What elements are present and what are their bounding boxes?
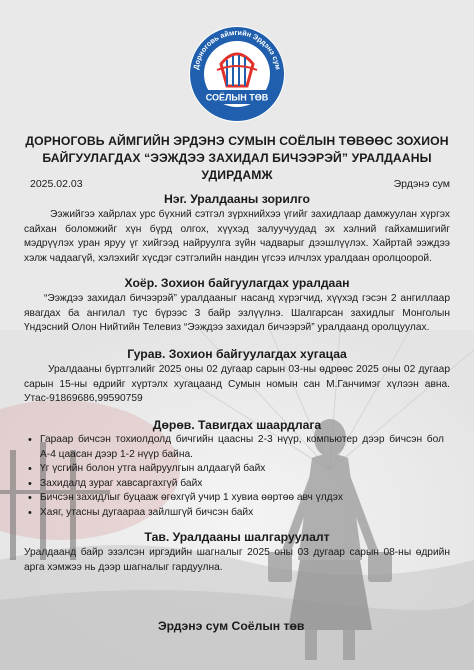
section-3-title: Гурав. Зохион байгуулагдах хугацаа <box>127 347 347 361</box>
list-item: • Гараар бичсэн тохиолдолд бичгийн цаасны 2-3 нүүр, компьютер дээр бичсэн бол А-4 цаасан дээр 1-2 нүүр байна. <box>26 433 444 462</box>
logo-banner-text: СОЁЛЫН ТӨВ <box>205 92 269 103</box>
signature: Эрдэнэ сум Соёлын төв <box>158 619 305 633</box>
requirements-list <box>26 433 444 520</box>
logo-ring-text: Дорноговь аймгийн Эрдэнэ сум <box>191 27 283 71</box>
title-line-2: БАЙГУУЛАГДАХ “ЭЭЖДЭЭ ЗАХИДАЛ БИЧЭЭРЭЙ” УРАЛДААНЫ УДИРДАМЖ <box>42 151 432 182</box>
document-place: Эрдэнэ сум <box>393 178 450 190</box>
section-5-text: Уралдаанд байр эзэлсэн иргэдийн шагналыг 2025 оны 03 дугаар сарын 08-ны өдрийн арга хэмжээ нь дээр шагналыг гардуулна. <box>24 547 450 573</box>
list-item: • Хаяг, утасны дугаараа зайлшгүй бичсэн байх <box>26 506 444 521</box>
section-4-title: Дөрөв. Тавигдах шаардлага <box>152 418 322 432</box>
section-3-text: Уралдааны бүртгэлийг 2025 оны 02 дугаар сарын 03-ны өдрөөс 2025 оны 02 дугаар сарын 15-ны өдрийг хүртэлх хугацаанд Сумын номын сан М.Ганчимэг хүлээн авна. Утас-91869686,99590759 <box>24 364 450 404</box>
culture-center-logo <box>187 24 287 124</box>
section-1-title: Нэг. Уралдааны зорилго <box>164 192 310 206</box>
list-item: • Захидалд зураг хавсаргахгүй байх <box>26 477 444 492</box>
list-item: • Үг үсгийн болон утга найруулгын алдаагүй байх <box>26 462 444 477</box>
section-2-text: “Ээждээ захидал бичээрэй” уралдааныг насанд хүрэгчид, хүүхэд гэсэн 2 ангиллаар явагдах ба ангилал тус бүрээс 3 байр эзлүүлнэ. Шалгарсан захидлыг Монголын Үндэсний Олон Нийтийн Телевиз “Ээждээ захидал бичээрэй” уралдаанд оролцуулах. <box>24 293 450 333</box>
section-2-title: Хоёр. Зохион байгуулагдах уралдаан <box>124 276 350 290</box>
title-line-1: ДОРНОГОВЬ АЙМГИЙН ЭРДЭНЭ СУМЫН СОЁЛЫН ТӨВӨӨС ЗОХИОН <box>25 134 449 148</box>
section-1-text: Ээжийгээ хайрлах урс бүхний сэтгэл зүрхнийхээ үгийг захидлаар дамжуулан хүргэх сайхан боломжийг хүн бүрд олгох, хүүхэд залуучуудад эх хэлний гайхамшигийг мэдрүүлэх уран яруу үг хийгээд найруулга зүйн чадварыг дээшлүүлэх. Хайртай ээждээ хэлж чадаагүй, хэлэхийг хүсдэг сэтгэлийн нандин үгсээ илчлэх уралдаан оролцоорой. <box>24 209 450 264</box>
document-title <box>20 133 454 184</box>
section-5-title: Тав. Уралдааны шалгаруулалт <box>144 530 330 544</box>
document-date: 2025.02.03 <box>30 178 83 190</box>
list-item: • Бичсэн захидлыг буцааж өгөхгүй учир 1 хувиа өөртөө авч үлдэх <box>26 491 444 506</box>
